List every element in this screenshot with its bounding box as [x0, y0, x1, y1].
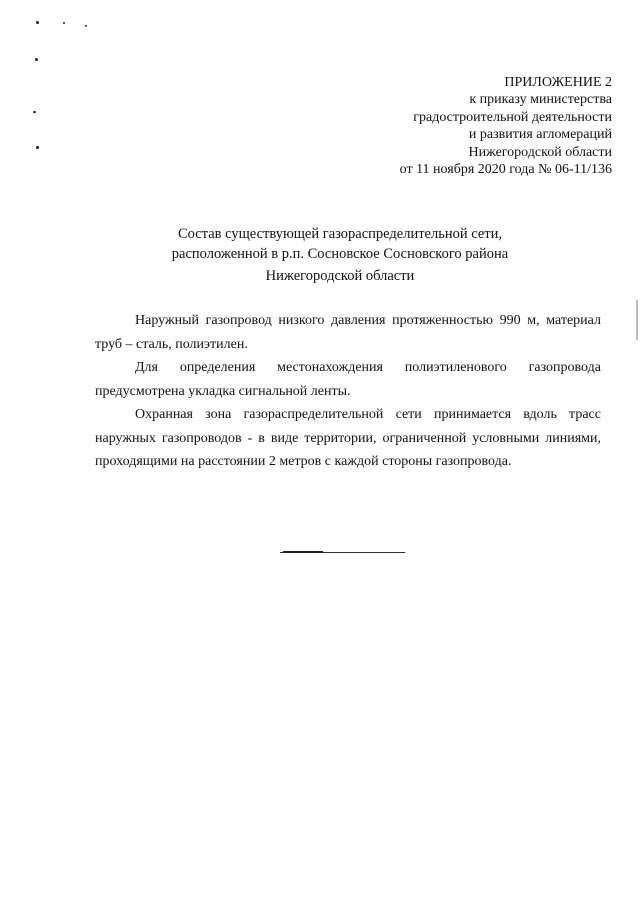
- scan-speck: [35, 58, 38, 61]
- scan-speck: [36, 21, 39, 24]
- paragraph-pipeline: Наружный газопровод низкого давления протяженностью 990 м, материал труб – сталь, полиэтилен.: [95, 313, 601, 352]
- appendix-number: ПРИЛОЖЕНИЕ 2: [504, 75, 612, 90]
- document-body: [95, 309, 601, 474]
- document-title-line3: Нижегородской области: [265, 268, 415, 284]
- scan-speck: [63, 22, 65, 24]
- paragraph-signal-tape: Для определения местонахождения полиэтиленового газопровода предусмотрена укладка сигнальной ленты.: [95, 360, 601, 399]
- scan-speck: [36, 146, 39, 149]
- ministry-name-line1: градостроительной деятельности: [413, 109, 612, 125]
- scan-speck: [85, 25, 87, 27]
- paragraph-protection-zone: Охранная зона газораспределительной сети принимается вдоль трасс наружных газопроводов - в виде территории, ограниченной условными линиями, проходящими на расстоянии 2 метров с каждой стороны газопровода.: [95, 407, 601, 469]
- order-date-number: от 11 ноября 2020 года № 06-11/136: [399, 162, 612, 178]
- closing-divider-accent: [283, 551, 323, 553]
- appendix-header: [400, 74, 612, 178]
- document-title-line2: расположенной в р.п. Сосновское Сосновского района: [171, 246, 509, 262]
- scan-speck: [33, 111, 36, 113]
- ministry-name-line2: и развития агломераций: [468, 127, 612, 143]
- scan-edge-mark: [636, 300, 638, 340]
- region-name: Нижегородской области: [468, 144, 612, 160]
- order-reference: к приказу министерства: [469, 92, 612, 108]
- document-title-line1: Состав существующей газораспределительной сети,: [177, 226, 503, 242]
